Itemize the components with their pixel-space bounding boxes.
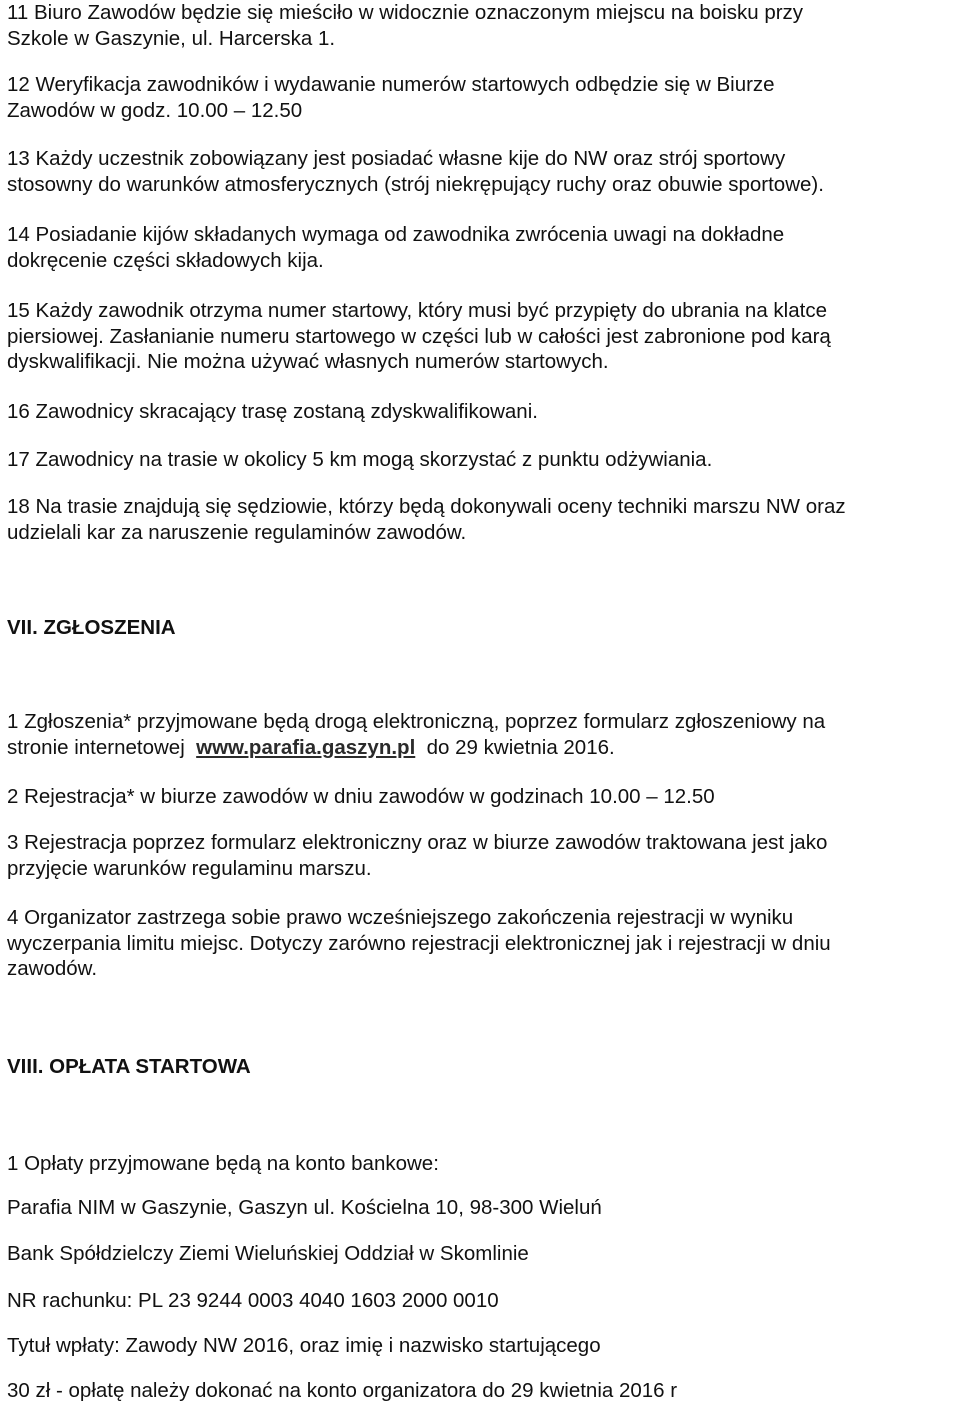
rule-item-17-line-1: 17 Zawodnicy na trasie w okolicy 5 km mogą skorzystać z punktu odżywiania. xyxy=(7,448,713,471)
registration-item-1-text-after-link: do 29 kwietnia 2016. xyxy=(415,735,615,759)
registration-item-3-line-1: 3 Rejestracja poprzez formularz elektroniczny oraz w biurze zawodów traktowana jest jako xyxy=(7,831,828,854)
section-heading-fee: VIII. OPŁATA STARTOWA xyxy=(7,1055,251,1078)
rule-item-11-line-2: Szkole w Gaszynie, ul. Harcerska 1. xyxy=(7,26,336,50)
fee-line-5: Tytuł wpłaty: Zawody NW 2016, oraz imię i nazwisko startującego xyxy=(7,1334,601,1357)
rule-item-13 xyxy=(7,146,957,197)
rule-item-14-line-1: 14 Posiadanie kijów składanych wymaga od zawodnika zwrócenia uwagi na dokładne xyxy=(7,223,785,246)
rule-item-11-line-1: 11 Biuro Zawodów będzie się mieściło w widocznie oznaczonym miejscu na boisku przy xyxy=(7,1,804,24)
rule-item-18-line-1: 18 Na trasie znajdują się sędziowie, którzy będą dokonywali oceny techniki marszu NW oraz xyxy=(7,495,846,518)
rule-item-16-line-1: 16 Zawodnicy skracający trasę zostaną zdyskwalifikowani. xyxy=(7,400,538,423)
rule-item-15 xyxy=(7,298,957,375)
rule-item-14 xyxy=(7,222,957,273)
rule-item-18-line-2: udzielali kar za naruszenie regulaminów zawodów. xyxy=(7,520,467,544)
rule-item-12-line-1: 12 Weryfikacja zawodników i wydawanie numerów startowych odbędzie się w Biurze xyxy=(7,73,775,96)
registration-item-2 xyxy=(7,784,957,810)
rule-item-15-line-2: piersiowej. Zasłanianie numeru startowego w części lub w całości jest zabronione pod karą xyxy=(7,324,831,348)
rule-item-13-line-1: 13 Każdy uczestnik zobowiązany jest posiadać własne kije do NW oraz strój sportowy xyxy=(7,147,786,170)
registration-item-1-line-1: 1 Zgłoszenia* przyjmowane będą drogą elektroniczną, poprzez formularz zgłoszeniowy na xyxy=(7,710,826,733)
fee-line-2: Parafia NIM w Gaszynie, Gaszyn ul. Kościelna 10, 98-300 Wieluń xyxy=(7,1196,602,1219)
registration-item-2-line-1: 2 Rejestracja* w biurze zawodów w dniu zawodów w godzinach 10.00 – 12.50 xyxy=(7,785,715,808)
fee-line-6: 30 zł - opłatę należy dokonać na konto organizatora do 29 kwietnia 2016 r xyxy=(7,1379,678,1402)
rule-item-15-line-1: 15 Każdy zawodnik otrzyma numer startowy, który musi być przypięty do ubrania na klatce xyxy=(7,299,827,322)
registration-item-3 xyxy=(7,830,957,881)
section-heading-registration: VII. ZGŁOSZENIA xyxy=(7,616,176,639)
rule-item-17 xyxy=(7,447,957,473)
rule-item-18 xyxy=(7,494,957,545)
rule-item-16 xyxy=(7,399,957,425)
registration-item-3-line-2: przyjęcie warunków regulaminu marszu. xyxy=(7,856,372,880)
registration-item-1-line-2 xyxy=(7,735,957,761)
rule-item-11 xyxy=(7,0,957,51)
fee-line-3: Bank Spółdzielczy Ziemi Wieluńskiej Oddział w Skomlinie xyxy=(7,1242,529,1265)
registration-item-4-line-1: 4 Organizator zastrzega sobie prawo wcześniejszego zakończenia rejestracji w wyniku xyxy=(7,906,794,929)
fee-line-1: 1 Opłaty przyjmowane będą na konto bankowe: xyxy=(7,1152,439,1175)
rule-item-12-line-2: Zawodów w godz. 10.00 – 12.50 xyxy=(7,98,303,122)
registration-item-4-line-3: zawodów. xyxy=(7,957,98,980)
registration-item-1 xyxy=(7,709,957,760)
rule-item-14-line-2: dokręcenie części składowych kija. xyxy=(7,248,324,272)
rule-item-13-line-2: stosowny do warunków atmosferycznych (strój niekrępujący ruchy oraz obuwie sportowe). xyxy=(7,172,824,196)
registration-item-4-line-2: wyczerpania limitu miejsc. Dotyczy zarówno rejestracji elektronicznej jak i rejestracji w dniu xyxy=(7,931,831,955)
registration-item-4 xyxy=(7,905,957,982)
rule-item-12 xyxy=(7,72,957,123)
rule-item-15-line-3: dyskwalifikacji. Nie można używać własnych numerów startowych. xyxy=(7,350,609,373)
website-link[interactable]: www.parafia.gaszyn.pl xyxy=(196,735,416,759)
fee-line-4: NR rachunku: PL 23 9244 0003 4040 1603 2000 0010 xyxy=(7,1289,499,1312)
registration-item-1-text-before-link: stronie internetowej xyxy=(7,735,197,759)
